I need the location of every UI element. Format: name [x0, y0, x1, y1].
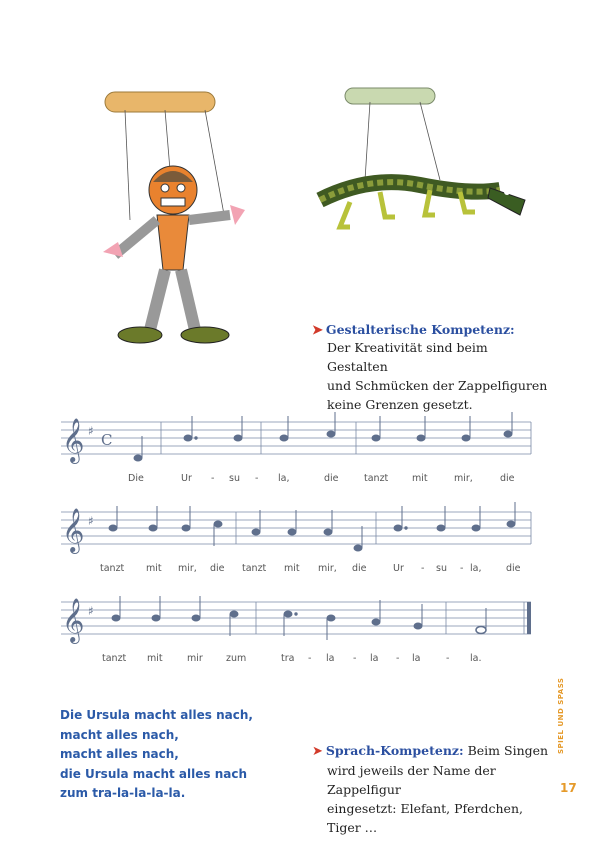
syllable: -: [460, 563, 464, 574]
syllable: -: [396, 653, 400, 664]
syllable: mit: [412, 473, 428, 484]
syllable: mit: [146, 563, 162, 574]
sharp-icon: ♯: [88, 604, 94, 618]
syllable: mir,: [318, 563, 337, 574]
syllable: tanzt: [102, 653, 127, 664]
syllable: Ur: [181, 473, 192, 484]
lyric-line: macht alles nach,: [60, 747, 179, 761]
syllable: -: [255, 473, 259, 484]
marionette-boy-illustration: [95, 80, 255, 360]
syllable: la,: [470, 563, 482, 574]
lyric-line: die Ursula macht alles nach: [60, 766, 248, 781]
syllable: -: [308, 653, 312, 664]
language-competence-block: [312, 741, 552, 837]
syllable: mir,: [178, 563, 197, 574]
syllable: die: [352, 563, 367, 574]
song-lyrics: [60, 706, 280, 804]
syllable: tanzt: [242, 563, 267, 574]
syllable: Ur: [393, 563, 404, 574]
syllable: zum: [226, 653, 247, 664]
music-staff-3: [56, 588, 536, 668]
gestalt-line: Der Kreativität sind beim Gestalten: [327, 340, 488, 374]
lyric-syllables-1: [128, 473, 515, 484]
lyric-line: macht alles nach,: [60, 727, 179, 742]
arrow-right-icon: ➤: [312, 744, 323, 759]
syllable: die: [500, 473, 515, 484]
syllable: mit: [284, 563, 300, 574]
page-number: 17: [560, 781, 577, 795]
gestalt-heading: [312, 322, 552, 338]
syllable: -: [353, 653, 357, 664]
gestalt-heading-text: Gestalterische Kompetenz:: [325, 322, 515, 337]
sprach-line-2: wird jeweils der Name der Zappelfigur: [327, 763, 496, 797]
lyric-line: Die Ursula macht alles nach,: [60, 708, 253, 722]
syllable: -: [211, 473, 215, 484]
lyric-syllables-2: [100, 563, 521, 574]
syllable: tanzt: [100, 563, 125, 574]
sprach-heading: Sprach-Kompetenz:: [325, 743, 464, 758]
syllable: la: [412, 653, 421, 664]
music-staff-1: [56, 408, 536, 488]
final-barline: [527, 602, 531, 634]
syllable: mir: [187, 653, 203, 664]
sprach-line-3: eingesetzt: Elefant, Pferdchen, Tiger …: [327, 801, 523, 835]
syllable: mir,: [454, 473, 473, 484]
syllable: su: [436, 563, 447, 574]
syllable: -: [446, 653, 450, 664]
sharp-icon: ♯: [88, 514, 94, 528]
syllable: tra: [281, 653, 295, 664]
sharp-icon: ♯: [88, 424, 94, 438]
syllable: tanzt: [364, 473, 389, 484]
lyric-syllables-3: [102, 653, 481, 664]
common-time-icon: C: [101, 431, 113, 449]
section-side-label: [553, 677, 573, 760]
gestalt-line: und Schmücken der Zappelfiguren: [327, 378, 548, 393]
sprach-line-1-text: Beim Singen: [463, 743, 549, 758]
syllable: -: [421, 563, 425, 574]
side-label-text: SPIEL UND SPASS: [557, 677, 565, 754]
music-staff-2: [56, 498, 536, 578]
lyric-line: zum tra-la-la-la-la.: [60, 786, 186, 800]
syllable: die: [210, 563, 225, 574]
syllable: Die: [128, 473, 144, 484]
treble-clef-icon: 𝄞: [62, 508, 85, 552]
treble-clef-icon: 𝄞: [62, 418, 85, 462]
gestalt-competence-block: [312, 322, 552, 414]
syllable: la: [370, 653, 379, 664]
sprach-line-1: [312, 741, 552, 761]
treble-clef-icon: 𝄞: [62, 598, 85, 642]
syllable: mit: [147, 653, 163, 664]
syllable: su: [229, 473, 240, 484]
marionette-crocodile-illustration: [310, 80, 540, 250]
gestalt-line: keine Grenzen gesetzt.: [327, 397, 473, 412]
syllable: la.: [470, 653, 482, 664]
syllable: die: [324, 473, 339, 484]
syllable: la: [326, 653, 335, 664]
arrow-right-icon: ➤: [312, 323, 323, 338]
syllable: la,: [278, 473, 290, 484]
syllable: die: [506, 563, 521, 574]
